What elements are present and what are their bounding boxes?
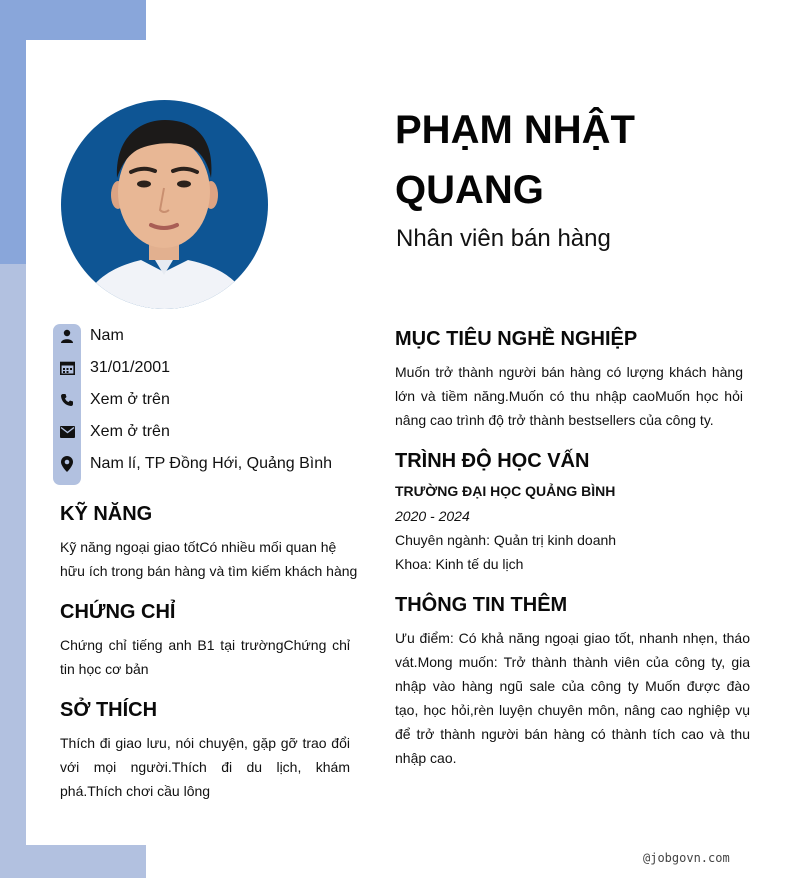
- watermark: @jobgovn.com: [643, 851, 730, 865]
- objective-title: MỤC TIÊU NGHỀ NGHIỆP: [395, 328, 638, 350]
- education-period: 2020 - 2024: [395, 508, 470, 524]
- education-faculty: Khoa: Kinh tế du lịch: [395, 556, 524, 572]
- candidate-role: Nhân viên bán hàng: [396, 225, 611, 252]
- contact-birthday: [53, 354, 363, 382]
- calendar-icon: [53, 354, 81, 382]
- contact-phone: [53, 386, 363, 414]
- skills-title: KỸ NĂNG: [60, 503, 153, 525]
- contact-gender-text: Nam: [90, 327, 124, 344]
- phone-icon: [53, 386, 81, 414]
- contact-gender: [53, 322, 363, 350]
- profile-photo: [61, 100, 268, 309]
- certificates-title: CHỨNG CHỈ: [60, 601, 176, 623]
- education-title: TRÌNH ĐỘ HỌC VẤN: [395, 450, 590, 472]
- education-school: TRƯỜNG ĐẠI HỌC QUẢNG BÌNH: [395, 483, 616, 499]
- contact-email: [53, 418, 363, 446]
- education-major: Chuyên ngành: Quản trị kinh doanh: [395, 532, 617, 548]
- additional-text: Ưu điểm: Có khả năng ngoại giao tốt, nhanh nhẹn, tháo vát.Mong muốn: Trở thành thành viên của công ty, gia nhập vào hàng ngũ sale của công ty Muốn được đào tạo, học hỏi,rèn luyện chuyên môn, nâng cao nghiệp vụ để trở thành người bán hàng có thành tích cao và thu nhập cao.: [395, 630, 750, 766]
- contact-birthday-text: 31/01/2001: [90, 359, 171, 376]
- additional-title: THÔNG TIN THÊM: [395, 594, 568, 616]
- hobbies-text: Thích đi giao lưu, nói chuyện, gặp gỡ trao đổi với mọi người.Thích đi du lịch, khám phá.Thích chơi cầu lông: [60, 735, 350, 799]
- person-icon: [53, 322, 81, 350]
- mail-icon: [53, 418, 81, 446]
- contact-address: [53, 450, 363, 478]
- skills-text: Kỹ năng ngoại giao tốtCó nhiều mối quan hệ hữu ích trong bán hàng và tìm kiếm khách hàng: [60, 539, 358, 579]
- objective-text: Muốn trở thành người bán hàng có lượng khách hàng lớn và tiềm năng.Muốn có thu nhập caoMuốn học hỏi nâng cao trình độ trở thành bestsellers của công ty.: [395, 364, 743, 428]
- location-pin-icon: [53, 450, 81, 478]
- contact-address-text: Nam lí, TP Đồng Hới, Quảng Bình: [90, 455, 333, 472]
- contact-email-text: Xem ở trên: [90, 423, 170, 440]
- hobbies-title: SỞ THÍCH: [60, 699, 158, 721]
- candidate-name: PHẠM NHẬT QUANG: [395, 108, 635, 212]
- contact-phone-text: Xem ở trên: [90, 391, 170, 408]
- certificates-text: Chứng chỉ tiếng anh B1 tại trườngChứng chỉ tin học cơ bản: [60, 637, 350, 677]
